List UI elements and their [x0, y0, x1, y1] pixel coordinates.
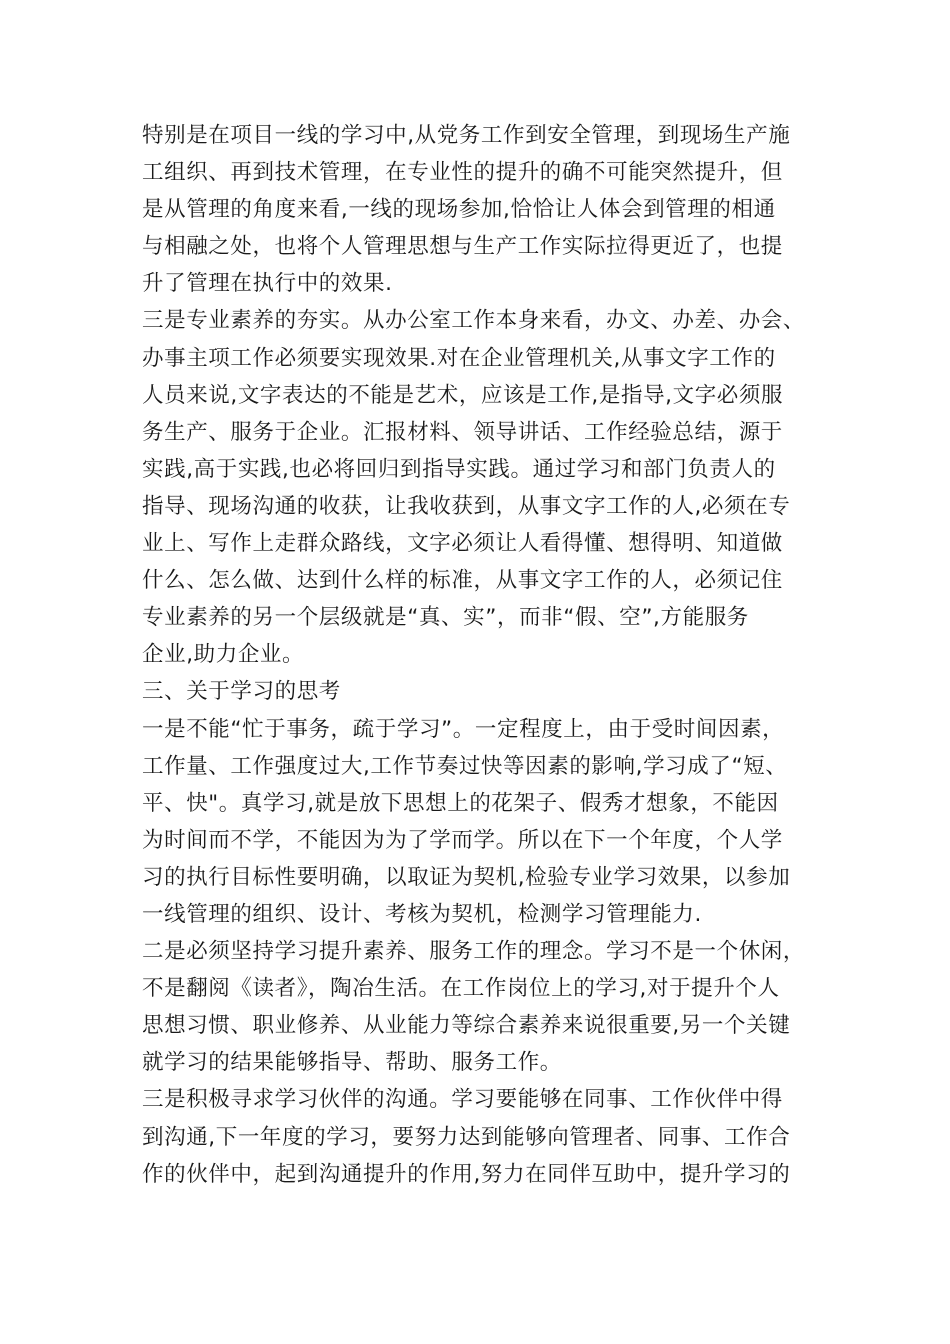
section-heading: 三、关于学习的思考	[142, 679, 341, 705]
text-line: 实践,高于实践,也必将回归到指导实践。通过学习和部门负责人的	[142, 456, 776, 482]
text-line: 作的伙伴中，起到沟通提升的作用,努力在同伴互助中，提升学习的	[142, 1161, 791, 1187]
text-line: 专业素养的另一个层级就是“真、实”，而非“假、空”,方能服务	[142, 605, 749, 631]
text-line: 一是不能“忙于事务，疏于学习”。一定程度上，由于受时间因素，	[142, 716, 785, 742]
text-line: 平、快"。真学习,就是放下思想上的花架子、假秀才想象，不能因	[142, 790, 779, 816]
text-line: 特别是在项目一线的学习中,从党务工作到安全管理，到现场生产施	[142, 123, 791, 148]
text-line: 指导、现场沟通的收获，让我收获到，从事文字工作的人,必须在专	[142, 493, 791, 519]
text-line: 企业,助力企业。	[142, 642, 305, 668]
text-line: 就学习的结果能够指导、帮助、服务工作。	[142, 1050, 562, 1076]
text-line: 二是必须坚持学习提升素养、服务工作的理念。学习不是一个休闲，	[142, 939, 806, 965]
text-line: 一线管理的组织、设计、考核为契机，检测学习管理能力.	[142, 901, 702, 927]
text-line: 是从管理的角度来看,一线的现场参加,恰恰让人体会到管理的相通	[142, 197, 776, 223]
body-text	[142, 117, 810, 1193]
text-line: 为时间而不学，不能因为为了学而学。所以在下一个年度，个人学	[142, 827, 783, 853]
text-line: 思想习惯、职业修养、从业能力等综合素养来说很重要,另一个关键	[142, 1013, 791, 1039]
text-line: 办事主项工作必须要实现效果.对在企业管理机关,从事文字工作的	[142, 345, 776, 371]
text-line: 三是专业素养的夯实。从办公室工作本身来看，办文、办差、办会、	[142, 308, 806, 334]
text-line: 与相融之处，也将个人管理思想与生产工作实际拉得更近了，也提	[142, 234, 783, 260]
text-line: 升了管理在执行中的效果.	[142, 271, 393, 297]
text-line: 到沟通,下一年度的学习，要努力达到能够向管理者、同事、工作合	[142, 1124, 791, 1150]
text-line: 业上、写作上走群众路线，文字必须让人看得懂、想得明、知道做	[142, 531, 783, 557]
text-line: 习的执行目标性要明确，以取证为契机,检验专业学习效果，以参加	[142, 864, 791, 890]
text-line: 工作量、工作强度过大,工作节奏过快等因素的影响,学习成了“短、	[142, 753, 788, 779]
text-line: 务生产、服务于企业。汇报材料、领导讲话、工作经验总结，源于	[142, 419, 783, 445]
text-line: 不是翻阅《读者》，陶冶生活。在工作岗位上的学习,对于提升个人	[142, 976, 780, 1002]
text-line: 工组织、再到技术管理，在专业性的提升的确不可能突然提升，但	[142, 160, 783, 186]
text-line: 三是积极寻求学习伙伴的沟通。学习要能够在同事、工作伙伴中得	[142, 1087, 783, 1113]
text-line: 什么、怎么做、达到什么样的标准，从事文字工作的人，必须记住	[142, 568, 783, 594]
text-line: 人员来说,文字表达的不能是艺术，应该是工作,是指导,文字必须服	[142, 382, 784, 408]
